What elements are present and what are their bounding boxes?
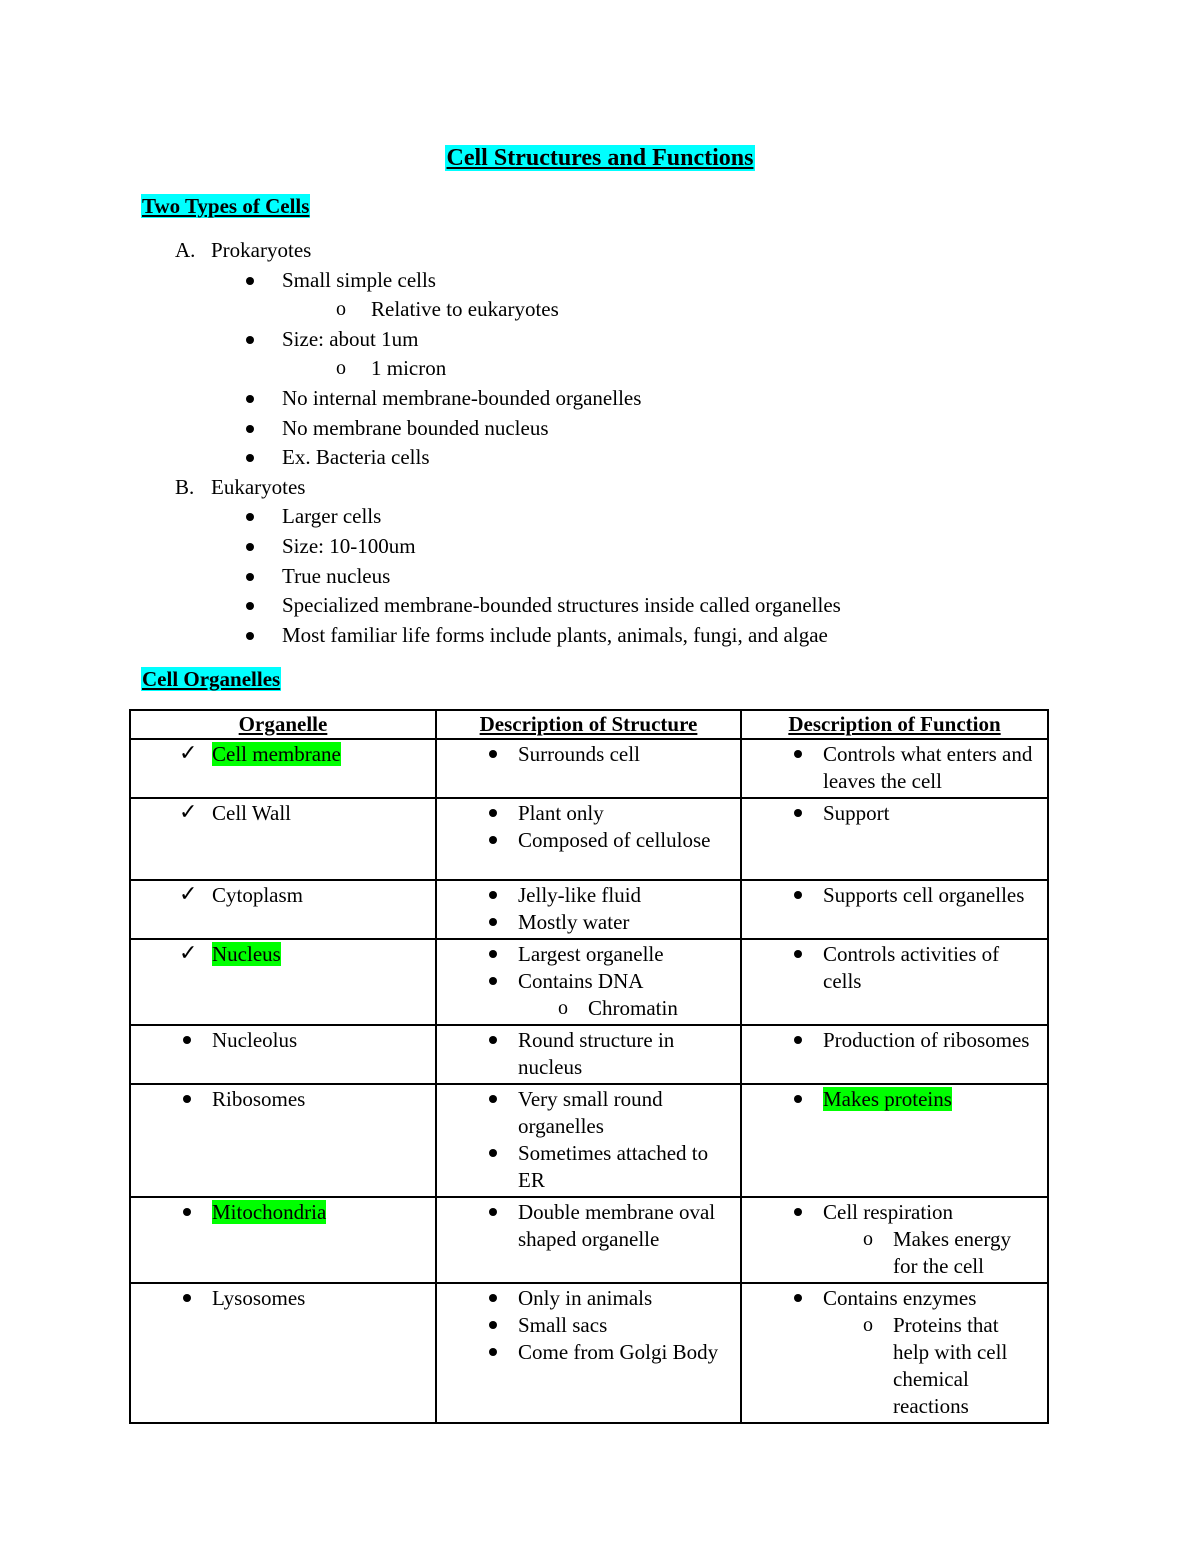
organelle-name: Cell membrane xyxy=(212,742,341,766)
organelle-item xyxy=(139,741,427,768)
function-cell xyxy=(741,1197,1048,1283)
list-item xyxy=(750,800,1039,827)
list-item xyxy=(750,741,1039,795)
organelle-name: Mitochondria xyxy=(212,1200,327,1224)
bullet-icon xyxy=(246,632,254,640)
list-item xyxy=(445,1285,732,1312)
organelle-name: Lysosomes xyxy=(212,1286,306,1310)
structure-cell xyxy=(436,1283,741,1423)
list-item-text: Makes proteins xyxy=(823,1087,952,1111)
bullet-icon xyxy=(489,1149,497,1157)
bullet-icon xyxy=(246,513,254,521)
table-header-row xyxy=(130,710,1048,739)
sub-bullet-icon: o xyxy=(863,1314,873,1336)
list-item xyxy=(445,800,732,827)
list-item-text: Come from Golgi Body xyxy=(518,1340,719,1364)
list-item-text: Controls activities of cells xyxy=(823,942,1000,993)
bullet-icon xyxy=(183,1036,191,1044)
column-header-organelle: Organelle xyxy=(130,710,436,739)
outline-bullet-text: Larger cells xyxy=(282,504,382,529)
function-cell xyxy=(741,1283,1048,1423)
table-row xyxy=(130,880,1048,939)
section-heading-organelles xyxy=(141,666,281,692)
list-item xyxy=(445,741,732,768)
list-item-text: Small sacs xyxy=(518,1313,608,1337)
table-row xyxy=(130,1084,1048,1197)
outline-group-label: Prokaryotes xyxy=(211,238,312,262)
list-item-text: Support xyxy=(823,801,890,825)
outline-bullet-text: Size: about 1um xyxy=(282,326,419,351)
bullet-icon xyxy=(489,1294,497,1302)
sub-list-item-text: Proteins that help with cell chemical reactions xyxy=(893,1313,1008,1418)
list-item-text: Mostly water xyxy=(518,910,630,934)
list-item xyxy=(445,968,732,995)
sub-bullet-icon: o xyxy=(336,298,346,321)
function-cell xyxy=(741,739,1048,798)
table-row xyxy=(130,739,1048,798)
organelle-item xyxy=(139,941,427,968)
bullet-icon xyxy=(489,918,497,926)
organelle-cell xyxy=(130,1197,436,1283)
table-row xyxy=(130,1197,1048,1283)
list-item-text: Cell respiration xyxy=(823,1200,954,1224)
checkmark-icon: ✓ xyxy=(179,800,198,825)
list-item-text: Production of ribosomes xyxy=(823,1028,1030,1052)
list-item-text: Round structure in nucleus xyxy=(518,1028,675,1079)
sub-list-item-text: Makes energy for the cell xyxy=(893,1227,1011,1278)
bullet-icon xyxy=(489,1095,497,1103)
function-cell xyxy=(741,1084,1048,1197)
sub-bullet-icon: o xyxy=(336,357,346,380)
list-item xyxy=(445,1312,732,1339)
organelle-cell xyxy=(130,739,436,798)
list-item xyxy=(750,1027,1039,1054)
table-row xyxy=(130,1025,1048,1084)
organelle-cell xyxy=(130,1283,436,1423)
checkmark-icon: ✓ xyxy=(179,941,198,966)
function-cell xyxy=(741,880,1048,939)
table-row xyxy=(130,939,1048,1025)
bullet-icon xyxy=(489,1036,497,1044)
sub-list-item xyxy=(750,1312,1039,1420)
bullet-icon xyxy=(246,543,254,551)
list-item-text: Plant only xyxy=(518,801,604,825)
list-item-text: Supports cell organelles xyxy=(823,883,1025,907)
bullet-icon xyxy=(794,1036,802,1044)
list-item xyxy=(445,909,732,936)
sub-list-item xyxy=(445,995,732,1022)
bullet-icon xyxy=(183,1208,191,1216)
page-title-text: Cell Structures and Functions xyxy=(446,145,754,171)
structure-cell xyxy=(436,1025,741,1084)
list-item-text: Jelly-like fluid xyxy=(518,883,642,907)
outline-sub-text: Relative to eukaryotes xyxy=(371,297,559,322)
structure-cell xyxy=(436,1084,741,1197)
organelle-item xyxy=(139,1199,427,1226)
bullet-icon xyxy=(794,750,802,758)
function-cell xyxy=(741,1025,1048,1084)
bullet-icon xyxy=(794,1294,802,1302)
list-item xyxy=(750,1086,1039,1113)
checkmark-icon: ✓ xyxy=(179,741,198,766)
organelle-name: Nucleus xyxy=(212,942,281,966)
outline-sub-text: 1 micron xyxy=(371,356,447,381)
organelles-table xyxy=(129,709,1049,1424)
organelle-name: Ribosomes xyxy=(212,1087,306,1111)
list-item xyxy=(750,1199,1039,1226)
bullet-icon xyxy=(246,425,254,433)
outline-bullet-text: True nucleus xyxy=(282,563,391,588)
bullet-icon xyxy=(489,809,497,817)
bullet-icon xyxy=(489,950,497,958)
bullet-icon xyxy=(489,977,497,985)
list-item xyxy=(750,941,1039,995)
outline-group-label: Eukaryotes xyxy=(211,474,306,499)
organelle-name: Nucleolus xyxy=(212,1028,298,1052)
structure-cell xyxy=(436,939,741,1025)
bullet-icon xyxy=(489,1321,497,1329)
list-item-text: Largest organelle xyxy=(518,942,664,966)
outline-bullet-text: Specialized membrane-bounded structures inside called organelles xyxy=(282,593,841,618)
list-item xyxy=(445,827,732,854)
list-item xyxy=(445,1086,732,1140)
bullet-icon xyxy=(246,454,254,462)
list-item xyxy=(750,882,1039,909)
column-header-structure: Description of Structure xyxy=(436,710,741,739)
checkmark-icon: ✓ xyxy=(179,882,198,907)
outline-bullet-text: No internal membrane-bounded organelles xyxy=(282,386,642,410)
bullet-icon xyxy=(246,277,254,285)
organelle-item xyxy=(139,1086,427,1113)
list-item-text: Sometimes attached to ER xyxy=(518,1141,709,1192)
bullet-icon xyxy=(794,809,802,817)
organelle-name: Cytoplasm xyxy=(212,883,304,907)
list-item-text: Double membrane oval shaped organelle xyxy=(518,1200,716,1251)
bullet-icon xyxy=(246,602,254,610)
list-item-text: Controls what enters and leaves the cell xyxy=(823,742,1033,793)
function-cell xyxy=(741,798,1048,880)
outline-letter-marker: B. xyxy=(175,474,195,499)
organelle-cell xyxy=(130,880,436,939)
organelle-cell xyxy=(130,939,436,1025)
bullet-icon xyxy=(794,950,802,958)
list-item xyxy=(445,1199,732,1253)
section-heading-text: Two Types of Cells xyxy=(142,194,310,218)
organelle-item xyxy=(139,1285,427,1312)
bullet-icon xyxy=(246,395,254,403)
list-item-text: Only in animals xyxy=(518,1286,653,1310)
structure-cell xyxy=(436,798,741,880)
list-item xyxy=(445,1027,732,1081)
page-title xyxy=(0,142,1200,174)
structure-cell xyxy=(436,880,741,939)
outline-bullet-text: No membrane bounded nucleus xyxy=(282,415,549,440)
bullet-icon xyxy=(183,1095,191,1103)
organelle-cell xyxy=(130,1084,436,1197)
organelle-cell xyxy=(130,798,436,880)
table-row xyxy=(130,1283,1048,1423)
list-item-text: Very small round organelles xyxy=(518,1087,663,1138)
sub-list-item xyxy=(750,1226,1039,1280)
bullet-icon xyxy=(246,573,254,581)
bullet-icon xyxy=(489,1348,497,1356)
outline-bullet-text: Size: 10-100um xyxy=(282,534,416,558)
bullet-icon xyxy=(794,1208,802,1216)
list-item xyxy=(445,941,732,968)
list-item xyxy=(445,882,732,909)
list-item xyxy=(445,1339,732,1366)
column-header-function: Description of Function xyxy=(741,710,1048,739)
bullet-icon xyxy=(246,336,254,344)
sub-list-item-text: Chromatin xyxy=(588,996,678,1020)
bullet-icon xyxy=(489,891,497,899)
section-heading-cell-types xyxy=(141,193,310,219)
organelle-item xyxy=(139,800,427,827)
bullet-icon xyxy=(183,1294,191,1302)
list-item-text: Contains enzymes xyxy=(823,1286,977,1310)
outline-bullet-text: Most familiar life forms include plants, animals, fungi, and algae xyxy=(282,622,828,647)
list-item xyxy=(445,1140,732,1194)
table-row xyxy=(130,798,1048,880)
bullet-icon xyxy=(489,750,497,758)
sub-bullet-icon: o xyxy=(863,1228,873,1250)
list-item xyxy=(750,1285,1039,1312)
outline-bullet-text: Ex. Bacteria cells xyxy=(282,445,430,470)
sub-bullet-icon: o xyxy=(558,997,568,1019)
bullet-icon xyxy=(489,836,497,844)
organelle-name: Cell Wall xyxy=(212,801,291,825)
outline-letter-marker: A. xyxy=(175,238,196,262)
function-cell xyxy=(741,939,1048,1025)
structure-cell xyxy=(436,739,741,798)
bullet-icon xyxy=(794,1095,802,1103)
organelle-item xyxy=(139,882,427,909)
outline-bullet-text: Small simple cells xyxy=(282,267,436,292)
organelle-cell xyxy=(130,1025,436,1084)
list-item-text: Composed of cellulose xyxy=(518,828,711,852)
list-item-text: Contains DNA xyxy=(518,969,644,993)
section-heading-text: Cell Organelles xyxy=(142,667,281,691)
structure-cell xyxy=(436,1197,741,1283)
bullet-icon xyxy=(489,1208,497,1216)
organelle-item xyxy=(139,1027,427,1054)
bullet-icon xyxy=(794,891,802,899)
list-item-text: Surrounds cell xyxy=(518,742,640,766)
